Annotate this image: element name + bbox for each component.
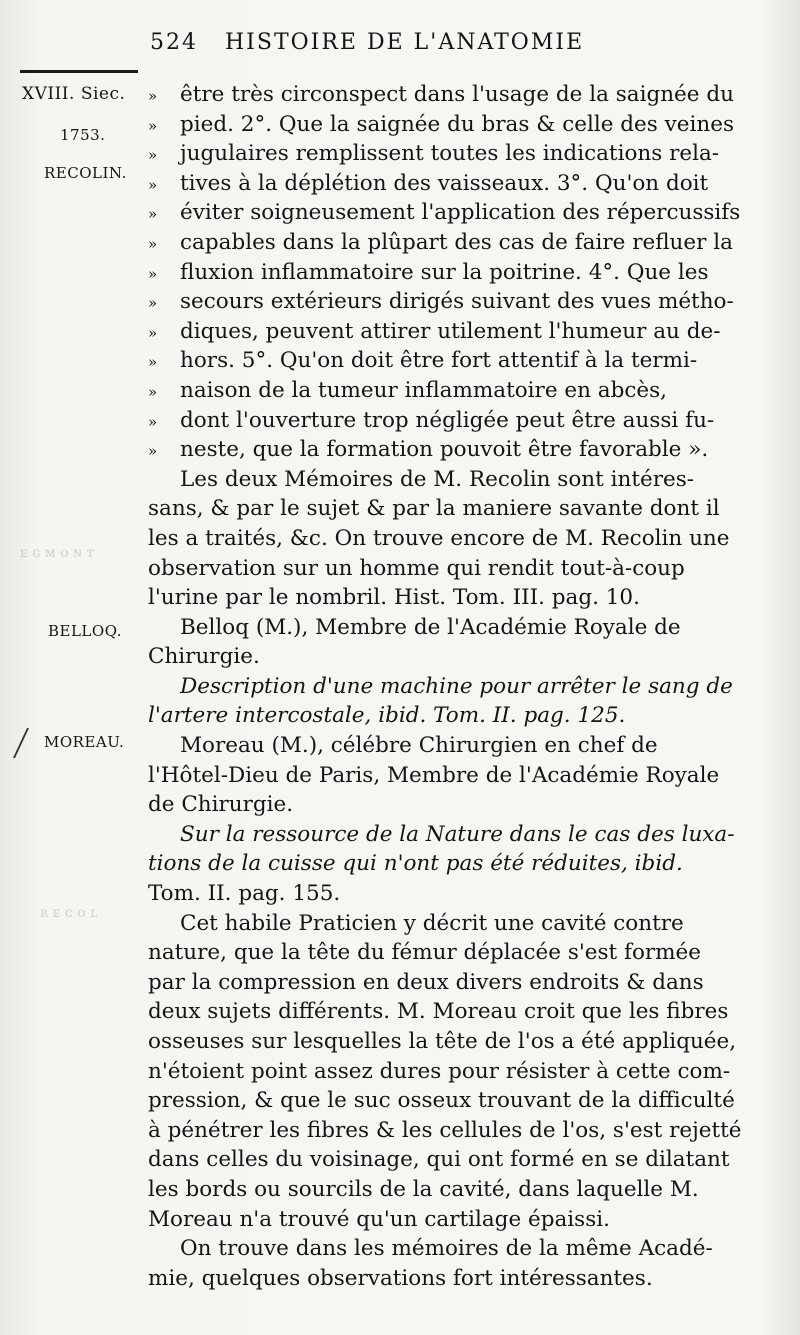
text-line-italic: Description d'une machine pour arrêter le sang de <box>180 673 733 699</box>
quote-mark: » <box>148 87 158 105</box>
text-line: Moreau (M.), célébre Chirurgien en chef de <box>180 733 658 759</box>
text-line: à pénétrer les fibres & les cellules de l'os, s'est rejetté <box>148 1117 742 1143</box>
running-title: HISTOIRE DE L'ANATOMIE <box>225 30 585 55</box>
text-line: » dont l'ouverture trop négligée peut être aussi fu- <box>148 406 748 436</box>
text-line: » jugulaires remplissent toutes les indications rela- <box>148 139 748 169</box>
text-line: » naison de la tumeur inflammatoire en abcès, <box>148 376 748 406</box>
margin-century: XVIII. Siec. <box>22 84 126 104</box>
text-line: » fluxion inflammatoire sur la poitrine. 4°. Que les <box>148 258 748 288</box>
header-rule <box>20 70 138 73</box>
margin-bracket-mark <box>13 728 43 758</box>
bleed-through-text: ʀ ᴇ ᴄ ᴏ ʟ <box>40 905 98 921</box>
text-line: Moreau n'a trouvé qu'un cartilage épaissi. <box>148 1206 610 1232</box>
quote-mark: » <box>148 442 158 461</box>
text-line: » être très circonspect dans l'usage de la saignée du <box>148 80 748 110</box>
bleed-through-text: ᴇ ɢ ᴍ ᴏ ɴ ᴛ <box>20 545 95 561</box>
text-line: l'Hôtel-Dieu de Paris, Membre de l'Académie Royale <box>148 762 720 788</box>
quote-mark: » <box>148 116 158 135</box>
text-line: mie, quelques observations fort intéressantes. <box>148 1265 653 1291</box>
text-line: dans celles du voisinage, qui ont formé en se dilatant <box>148 1147 730 1173</box>
quote-mark: » <box>148 205 158 224</box>
text-line: Tom. II. pag. 155. <box>148 881 341 907</box>
text-line: de Chirurgie. <box>148 792 294 818</box>
text-line: Les deux Mémoires de M. Recolin sont intéres- <box>180 466 694 492</box>
quote-mark: » <box>148 294 158 313</box>
body-text <box>148 80 748 1293</box>
quote-mark: » <box>148 412 158 431</box>
text-line: nature, que la tête du fémur déplacée s'est formée <box>148 940 702 966</box>
text-line: pression, & que le suc osseux trouvant de la difficulté <box>148 1088 735 1114</box>
text-line-italic: Sur la ressource de la Nature dans le cas des luxa- <box>180 821 735 847</box>
text-line: l'urine par le nombril. Hist. Tom. III. pag. 10. <box>148 585 640 611</box>
margin-author-recolin: RECOLIN. <box>44 164 127 182</box>
text-line-italic: tions de la cuisse qui n'ont pas été réduites, ibid. <box>148 851 683 877</box>
text-line: » neste, que la formation pouvoit être favorable ». <box>148 435 748 465</box>
text-line: » pied. 2°. Que la saignée du bras & celle des veines <box>148 110 748 140</box>
text-line: Cet habile Praticien y décrit une cavité contre <box>180 910 684 936</box>
running-header <box>150 30 750 55</box>
margin-author-belloq: BELLOQ. <box>48 622 123 640</box>
text-line: » éviter soigneusement l'application des répercussifs <box>148 198 748 228</box>
quote-mark: » <box>148 234 158 253</box>
text-line: » hors. 5°. Qu'on doit être fort attentif à la termi- <box>148 346 748 376</box>
text-line: » diques, peuvent attirer utilement l'humeur au de- <box>148 317 748 347</box>
text-line: Belloq (M.), Membre de l'Académie Royale de <box>180 614 681 640</box>
text-line: sans, & par le sujet & par la maniere savante dont il <box>148 496 720 522</box>
quote-mark: » <box>148 146 158 165</box>
text-line: osseuses sur lesquelles la tête de l'os a été appliquée, <box>148 1029 737 1054</box>
text-line: » secours extérieurs dirigés suivant des vues métho- <box>148 287 748 317</box>
quote-mark: » <box>148 175 158 194</box>
quote-mark: » <box>148 382 158 401</box>
text-line: deux sujets différents. M. Moreau croit que les fibres <box>148 999 729 1025</box>
text-line: » tives à la déplétion des vaisseaux. 3°. Qu'on doit <box>148 169 748 199</box>
text-line: les a traités, &c. On trouve encore de M. Recolin une <box>148 525 730 551</box>
quote-mark: » <box>148 264 158 283</box>
quote-mark: » <box>148 353 158 372</box>
text-line: Chirurgie. <box>148 644 260 670</box>
margin-author-moreau: MOREAU. <box>44 733 125 751</box>
text-line: » capables dans la plûpart des cas de faire refluer la <box>148 228 748 258</box>
text-line: n'étoient point assez dures pour résister à cette com- <box>148 1058 731 1084</box>
text-line-italic: l'artere intercostale, ibid. Tom. II. pag. 125. <box>148 703 626 729</box>
text-line: On trouve dans les mémoires de la même Acadé- <box>180 1236 713 1262</box>
quote-mark: » <box>148 323 158 342</box>
page-number: 524 <box>150 30 198 55</box>
text-line: par la compression en deux divers endroits & dans <box>148 969 704 995</box>
text-line: les bords ou sourcils de la cavité, dans laquelle M. <box>148 1176 699 1202</box>
margin-year: 1753. <box>60 126 106 144</box>
text-line: observation sur un homme qui rendit tout-à-coup <box>148 555 685 581</box>
